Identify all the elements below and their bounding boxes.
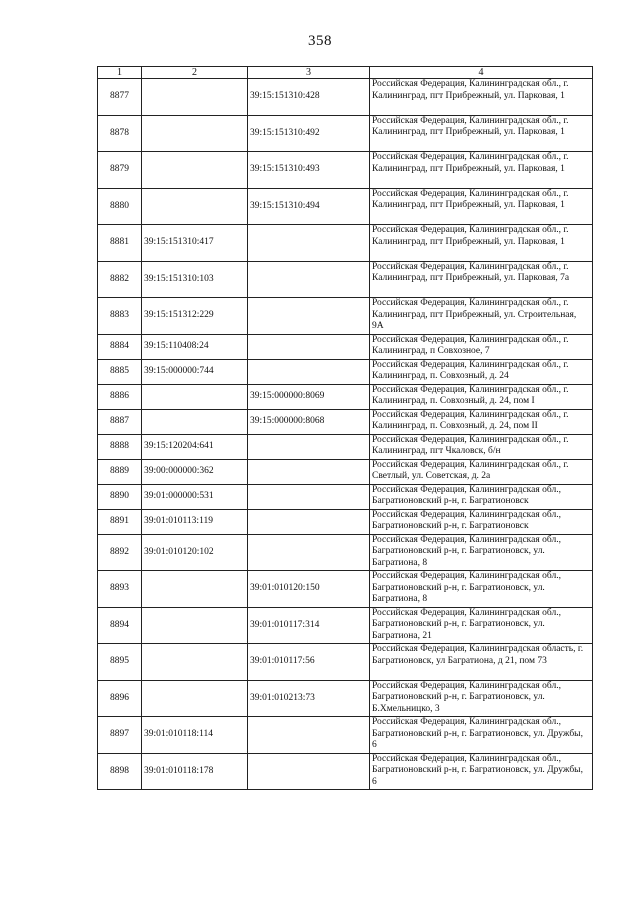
cadastral-number-cell: 39:15:120204:641 [142, 434, 248, 459]
related-cadastral-number-cell: 39:15:151310:428 [248, 79, 370, 116]
row-number-cell: 8894 [98, 607, 142, 644]
related-cadastral-number-cell [248, 298, 370, 335]
row-number-cell: 8898 [98, 753, 142, 790]
address-cell: Российская Федерация, Калининградская обл., Багратионовский р-н, г. Багратионовск, ул. Дружбы, 6 [370, 717, 593, 754]
table-row [98, 188, 593, 225]
related-cadastral-number-cell [248, 359, 370, 384]
related-cadastral-number-cell: 39:15:151310:492 [248, 115, 370, 152]
related-cadastral-number-cell: 39:15:151310:493 [248, 152, 370, 189]
cadastral-number-cell: 39:15:151310:417 [142, 225, 248, 262]
column-header-1: 1 [98, 67, 142, 79]
address-cell: Российская Федерация, Калининградская обл., г. Калининград, п. Совхозный, д. 24 [370, 359, 593, 384]
column-header-3: 3 [248, 67, 370, 79]
related-cadastral-number-cell: 39:01:010117:314 [248, 607, 370, 644]
related-cadastral-number-cell [248, 225, 370, 262]
row-number-cell: 8895 [98, 644, 142, 681]
table-row [98, 607, 593, 644]
row-number-cell: 8883 [98, 298, 142, 335]
related-cadastral-number-cell: 39:01:010117:56 [248, 644, 370, 681]
table-row [98, 409, 593, 434]
related-cadastral-number-cell: 39:15:151310:494 [248, 188, 370, 225]
table-row [98, 534, 593, 571]
row-number-cell: 8896 [98, 680, 142, 717]
address-cell: Российская Федерация, Калининградская обл., Багратионовский р-н, г. Багратионовск [370, 484, 593, 509]
address-cell: Российская Федерация, Калининградская обл., г. Калининград, пгт Прибрежный, ул. Парковая, 1 [370, 188, 593, 225]
cadastral-number-cell: 39:01:010118:114 [142, 717, 248, 754]
address-cell: Российская Федерация, Калининградская обл., г. Светлый, ул. Советская, д. 2а [370, 459, 593, 484]
related-cadastral-number-cell [248, 261, 370, 298]
cadastral-number-cell [142, 607, 248, 644]
table-row [98, 509, 593, 534]
table-row [98, 334, 593, 359]
address-cell: Российская Федерация, Калининградская обл., г. Калининград, п. Совхозный, д. 24, пом II [370, 409, 593, 434]
address-cell: Российская Федерация, Калининградская обл., г. Калининград, пгт Прибрежный, ул. Строительная, 9А [370, 298, 593, 335]
address-cell: Российская Федерация, Калининградская обл., г. Калининград, пгт Прибрежный, ул. Парковая, 1 [370, 79, 593, 116]
cadastral-number-cell [142, 115, 248, 152]
table-row [98, 115, 593, 152]
cadastral-number-cell [142, 644, 248, 681]
table-row [98, 571, 593, 608]
address-cell: Российская Федерация, Калининградская обл., г. Калининград, пгт Прибрежный, ул. Парковая, 1 [370, 115, 593, 152]
column-header-4: 4 [370, 67, 593, 79]
address-cell: Российская Федерация, Калининградская обл., Багратионовский р-н, г. Багратионовск, ул. Багратиона, 8 [370, 534, 593, 571]
address-cell: Российская Федерация, Калининградская обл., г. Калининград, пгт Чкаловск, б/н [370, 434, 593, 459]
page-number: 358 [308, 33, 332, 49]
row-number-cell: 8882 [98, 261, 142, 298]
cadastral-number-cell [142, 571, 248, 608]
table-row [98, 79, 593, 116]
row-number-cell: 8897 [98, 717, 142, 754]
related-cadastral-number-cell [248, 459, 370, 484]
cadastral-number-cell [142, 79, 248, 116]
row-number-cell: 8885 [98, 359, 142, 384]
cadastral-number-cell [142, 188, 248, 225]
table-row [98, 644, 593, 681]
row-number-cell: 8892 [98, 534, 142, 571]
address-cell: Российская Федерация, Калининградская обл., Багратионовский р-н, г. Багратионовск, ул. Багратиона, 21 [370, 607, 593, 644]
cadastral-number-cell [142, 152, 248, 189]
related-cadastral-number-cell [248, 334, 370, 359]
table-row [98, 225, 593, 262]
table-body [98, 79, 593, 790]
related-cadastral-number-cell [248, 534, 370, 571]
related-cadastral-number-cell [248, 717, 370, 754]
row-number-cell: 8887 [98, 409, 142, 434]
address-cell: Российская Федерация, Калининградская область, г. Багратионовск, ул Багратиона, д 21, пом 73 [370, 644, 593, 681]
related-cadastral-number-cell [248, 753, 370, 790]
table-row [98, 717, 593, 754]
cadastral-number-cell: 39:01:010120:102 [142, 534, 248, 571]
cadastral-number-cell: 39:01:010113:119 [142, 509, 248, 534]
address-cell: Российская Федерация, Калининградская обл., г. Калининград, пгт Прибрежный, ул. Парковая, 1 [370, 152, 593, 189]
table-row [98, 434, 593, 459]
address-cell: Российская Федерация, Калининградская обл., Багратионовский р-н, г. Багратионовск, ул. Дружбы, 6 [370, 753, 593, 790]
address-cell: Российская Федерация, Калининградская обл., Багратионовский р-н, г. Багратионовск [370, 509, 593, 534]
row-number-cell: 8878 [98, 115, 142, 152]
row-number-cell: 8890 [98, 484, 142, 509]
table-row [98, 359, 593, 384]
cadastral-number-cell: 39:15:151312:229 [142, 298, 248, 335]
related-cadastral-number-cell [248, 509, 370, 534]
row-number-cell: 8879 [98, 152, 142, 189]
table-row [98, 753, 593, 790]
address-cell: Российская Федерация, Калининградская обл., г. Калининград, пгт Прибрежный, ул. Парковая, 1 [370, 225, 593, 262]
related-cadastral-number-cell: 39:01:010213:73 [248, 680, 370, 717]
table-row [98, 298, 593, 335]
address-cell: Российская Федерация, Калининградская обл., Багратионовский р-н, г. Багратионовск, ул. Б.Хмельницко, 3 [370, 680, 593, 717]
table-row [98, 680, 593, 717]
column-header-2: 2 [142, 67, 248, 79]
address-cell: Российская Федерация, Калининградская обл., Багратионовский р-н, г. Багратионовск, ул. Багратиона, 8 [370, 571, 593, 608]
related-cadastral-number-cell: 39:15:000000:8068 [248, 409, 370, 434]
row-number-cell: 8888 [98, 434, 142, 459]
related-cadastral-number-cell [248, 434, 370, 459]
table-row [98, 384, 593, 409]
cadastral-number-cell [142, 409, 248, 434]
address-cell: Российская Федерация, Калининградская обл., г. Калининград, пгт Прибрежный, ул. Парковая, 7а [370, 261, 593, 298]
row-number-cell: 8877 [98, 79, 142, 116]
related-cadastral-number-cell [248, 484, 370, 509]
table-row [98, 484, 593, 509]
cadastral-number-cell [142, 680, 248, 717]
table-row [98, 459, 593, 484]
row-number-cell: 8891 [98, 509, 142, 534]
row-number-cell: 8880 [98, 188, 142, 225]
related-cadastral-number-cell: 39:15:000000:8069 [248, 384, 370, 409]
row-number-cell: 8886 [98, 384, 142, 409]
row-number-cell: 8893 [98, 571, 142, 608]
table-row [98, 152, 593, 189]
related-cadastral-number-cell: 39:01:010120:150 [248, 571, 370, 608]
cadastral-number-cell: 39:15:110408:24 [142, 334, 248, 359]
cadastral-number-cell: 39:15:000000:744 [142, 359, 248, 384]
cadastral-number-cell: 39:00:000000:362 [142, 459, 248, 484]
address-cell: Российская Федерация, Калининградская обл., г. Калининград, п. Совхозный, д. 24, пом I [370, 384, 593, 409]
table-header-row [98, 67, 593, 79]
row-number-cell: 8881 [98, 225, 142, 262]
cadastral-number-cell [142, 384, 248, 409]
row-number-cell: 8889 [98, 459, 142, 484]
address-cell: Российская Федерация, Калининградская обл., г. Калининград, п Совхозное, 7 [370, 334, 593, 359]
registry-table [97, 66, 593, 790]
cadastral-number-cell: 39:15:151310:103 [142, 261, 248, 298]
row-number-cell: 8884 [98, 334, 142, 359]
table-row [98, 261, 593, 298]
cadastral-number-cell: 39:01:000000:531 [142, 484, 248, 509]
cadastral-number-cell: 39:01:010118:178 [142, 753, 248, 790]
